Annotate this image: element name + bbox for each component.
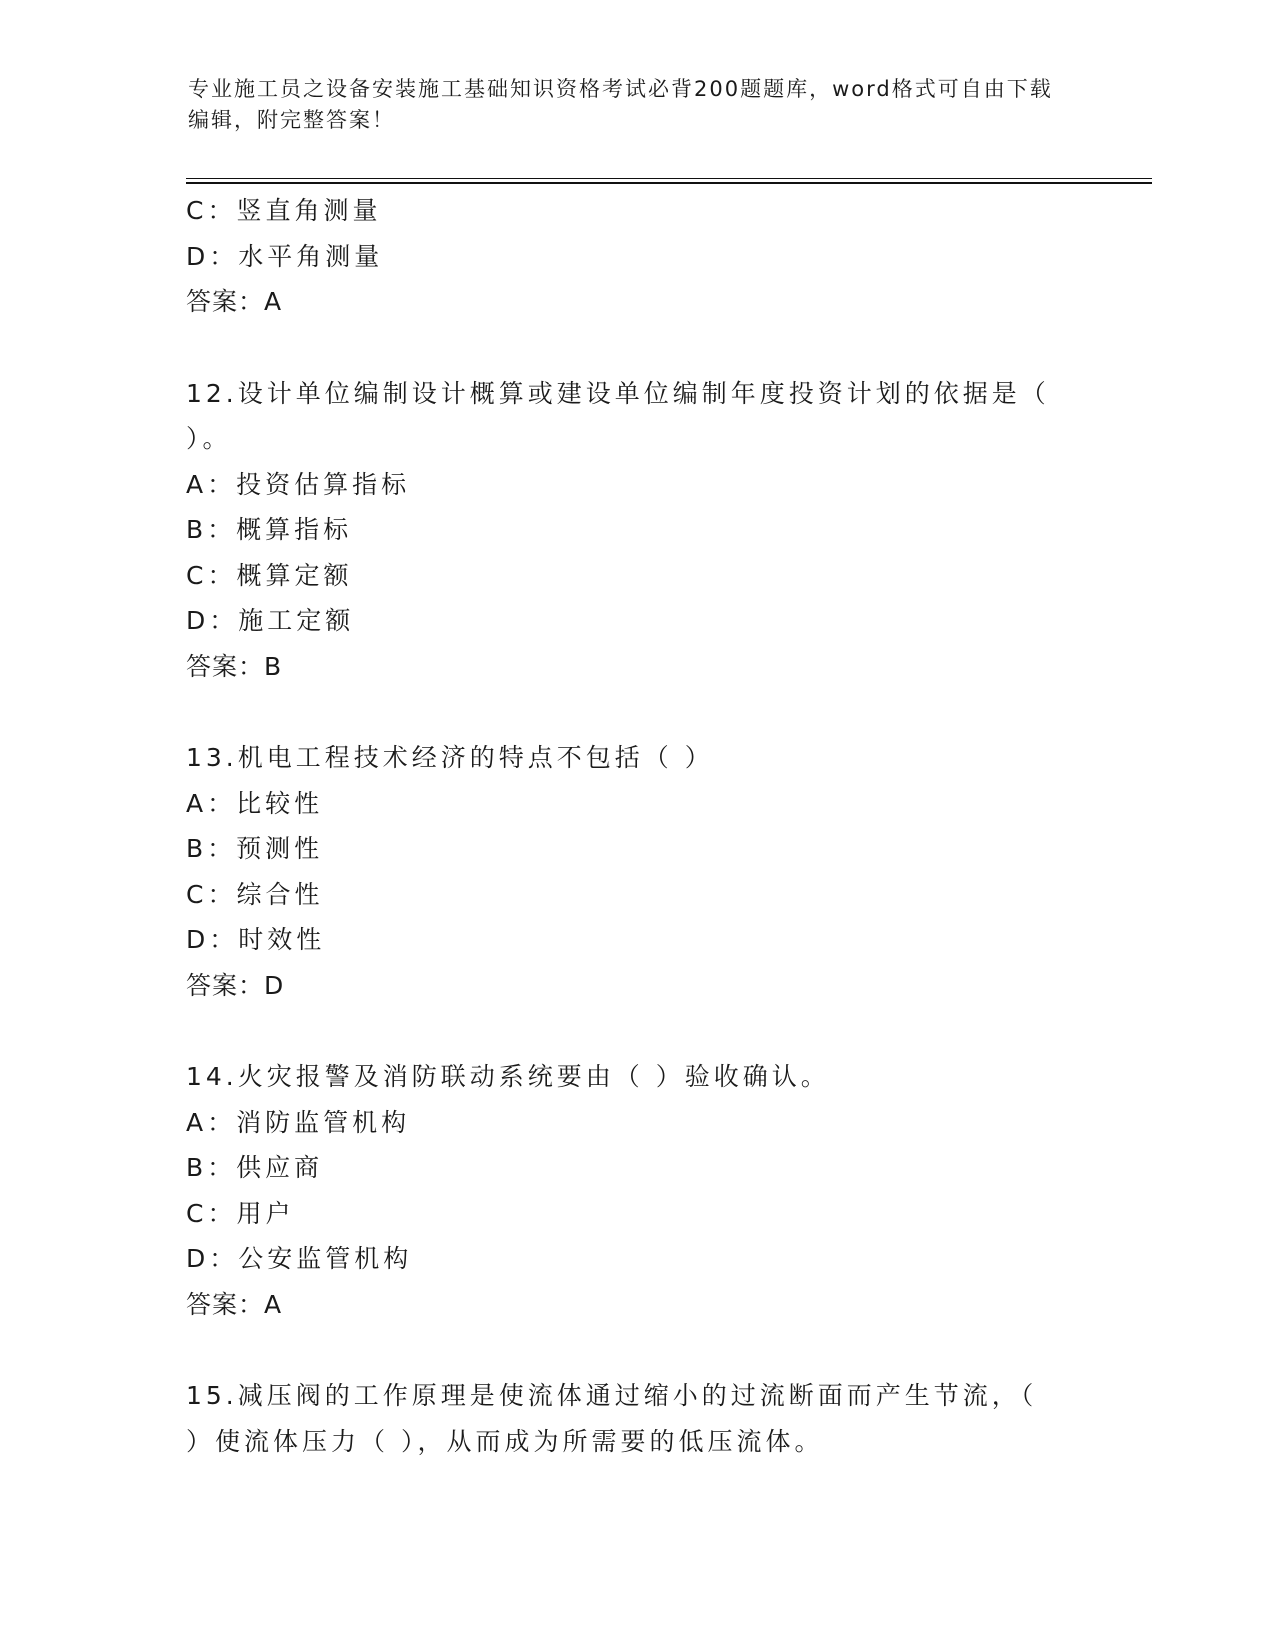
document-header: 专业施工员之设备安装施工基础知识资格考试必背200题题库，word格式可自由下载编辑，附完整答案！	[188, 77, 1053, 132]
spacer	[186, 325, 1086, 371]
option-d: D：公安监管机构	[186, 1244, 413, 1273]
answer-line: 答案：B	[186, 651, 283, 681]
question-12-stem-cont: ）。	[186, 424, 232, 453]
option-c: C：竖直角测量	[186, 196, 382, 225]
answer-line: 答案：A	[186, 1289, 283, 1319]
header-rule-thick	[186, 182, 1152, 184]
spacer	[186, 689, 1086, 735]
question-12-stem: 12.设计单位编制设计概算或建设单位编制年度投资计划的依据是（	[186, 378, 1050, 408]
option-b: B：预测性	[186, 834, 324, 863]
option-a: A：投资估算指标	[186, 469, 411, 499]
spacer	[186, 1327, 1086, 1373]
option-c: C：用户	[186, 1198, 295, 1228]
option-b: B：概算指标	[186, 515, 353, 544]
option-c: C：概算定额	[186, 560, 353, 590]
question-15-stem: 15.减压阀的工作原理是使流体通过缩小的过流断面而产生节流，（	[186, 1381, 1038, 1410]
option-d: D：施工定额	[186, 606, 355, 635]
option-d: D：水平角测量	[186, 241, 384, 271]
question-13-stem: 13.机电工程技术经济的特点不包括（ ）	[186, 743, 714, 772]
answer-line: 答案：D	[186, 970, 285, 1000]
option-a: A：消防监管机构	[186, 1107, 411, 1137]
option-a: A：比较性	[186, 788, 324, 818]
question-14-stem: 14.火灾报警及消防联动系统要由（ ）验收确认。	[186, 1062, 830, 1091]
question-content	[186, 188, 1086, 1464]
header-rule-thin	[186, 178, 1152, 179]
answer-line: 答案：A	[186, 287, 283, 316]
option-b: B：供应商	[186, 1153, 324, 1182]
question-15-stem-cont: ）使流体压力（ ），从而成为所需要的低压流体。	[186, 1426, 824, 1456]
spacer	[186, 1008, 1086, 1054]
option-c: C：综合性	[186, 879, 324, 909]
option-d: D：时效性	[186, 925, 326, 954]
